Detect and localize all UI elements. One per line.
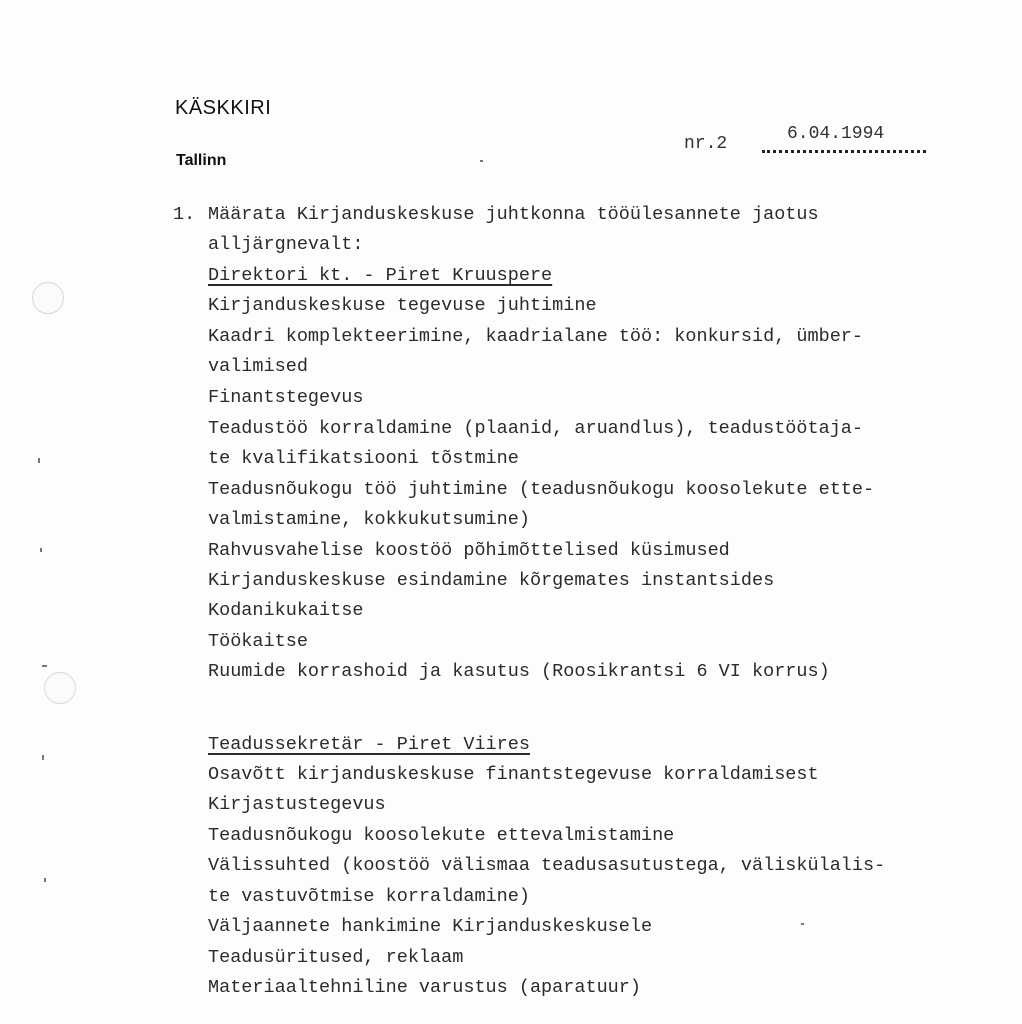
director-duty-line: Töökaitse bbox=[208, 631, 308, 652]
director-duty-line: te kvalifikatsiooni tõstmine bbox=[208, 448, 519, 469]
director-duty-line: Rahvusvahelise koostöö põhimõttelised küsimused bbox=[208, 540, 730, 561]
scan-mark bbox=[40, 548, 42, 552]
secretary-duty-line: Osavõtt kirjanduskeskuse finantstegevuse korraldamisest bbox=[208, 764, 819, 785]
secretary-duty-line: te vastuvõtmise korraldamine) bbox=[208, 886, 530, 907]
director-duty-line: Teadustöö korraldamine (plaanid, aruandlus), teadustöötaja- bbox=[208, 418, 864, 439]
director-duty-line: valmistamine, kokkukutsumine) bbox=[208, 509, 530, 530]
secretary-duty-line: Välissuhted (koostöö välismaa teadusasutustega, väliskülalis- bbox=[208, 855, 886, 876]
intro-line: Määrata Kirjanduskeskuse juhtkonna tööülesannete jaotus bbox=[208, 204, 819, 225]
scan-mark bbox=[801, 923, 804, 925]
document-title: KÄSKKIRI bbox=[175, 97, 272, 119]
document-place: Tallinn bbox=[176, 152, 227, 169]
director-duty-line: Kirjanduskeskuse esindamine kõrgemates instantsides bbox=[208, 570, 775, 591]
punch-hole-top bbox=[32, 282, 64, 314]
scan-mark bbox=[480, 160, 483, 162]
scan-mark bbox=[38, 458, 40, 463]
director-heading: Direktori kt. - Piret Kruuspere bbox=[208, 265, 553, 286]
item-number: 1. bbox=[173, 204, 196, 225]
document-date: 6.04.1994 bbox=[787, 124, 885, 144]
scan-mark bbox=[42, 665, 47, 667]
date-dotted-line bbox=[762, 150, 926, 153]
secretary-heading: Teadussekretär - Piret Viires bbox=[208, 734, 530, 755]
scan-mark bbox=[42, 755, 44, 760]
director-duty-line: valimised bbox=[208, 356, 308, 377]
secretary-duty-line: Teadusnõukogu koosolekute ettevalmistamine bbox=[208, 825, 675, 846]
intro-line: alljärgnevalt: bbox=[208, 234, 364, 255]
director-duty-line: Kirjanduskeskuse tegevuse juhtimine bbox=[208, 295, 597, 316]
document-number: nr.2 bbox=[684, 134, 728, 154]
secretary-duty-line: Väljaannete hankimine Kirjanduskeskusele bbox=[208, 916, 653, 937]
scan-mark bbox=[44, 878, 46, 882]
director-duty-line: Ruumide korrashoid ja kasutus (Roosikrantsi 6 VI korrus) bbox=[208, 661, 830, 682]
director-duty-line: Teadusnõukogu töö juhtimine (teadusnõukogu koosolekute ette- bbox=[208, 479, 875, 500]
director-duty-line: Kaadri komplekteerimine, kaadrialane töö: konkursid, ümber- bbox=[208, 326, 864, 347]
secretary-duty-line: Teadusüritused, reklaam bbox=[208, 947, 464, 968]
director-duty-line: Kodanikukaitse bbox=[208, 600, 364, 621]
punch-hole-bottom bbox=[44, 672, 76, 704]
secretary-duty-line: Materiaaltehniline varustus (aparatuur) bbox=[208, 977, 641, 998]
director-duty-line: Finantstegevus bbox=[208, 387, 364, 408]
secretary-duty-line: Kirjastustegevus bbox=[208, 794, 386, 815]
